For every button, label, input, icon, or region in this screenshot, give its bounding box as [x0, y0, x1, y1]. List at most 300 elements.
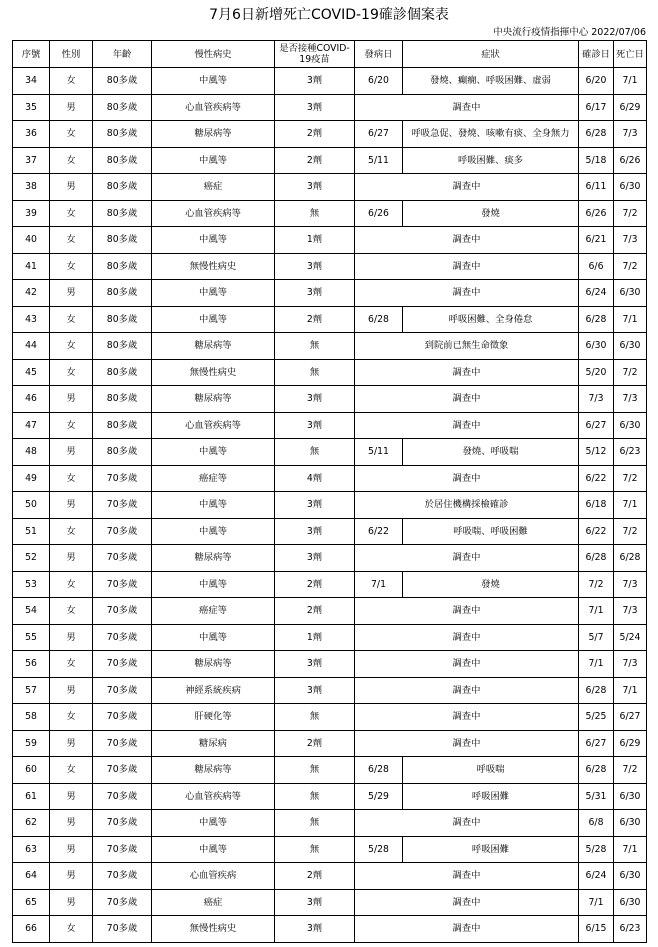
cell-vaccine: 3劑 — [275, 253, 355, 280]
table-row — [13, 306, 647, 333]
cell-age: 80多歲 — [93, 200, 152, 227]
cell-sex: 男 — [50, 386, 93, 413]
cell-age: 80多歲 — [93, 227, 152, 254]
cell-age: 80多歲 — [93, 121, 152, 148]
cell-diagnosis-date: 5/18 — [579, 147, 614, 174]
cell-symptoms: 調查中 — [355, 94, 579, 121]
cell-symptoms: 調查中 — [355, 545, 579, 572]
cell-sex: 女 — [50, 200, 93, 227]
cell-seq: 60 — [13, 757, 50, 784]
table-row — [13, 333, 647, 360]
cell-age: 80多歲 — [93, 147, 152, 174]
cell-diagnosis-date: 6/28 — [579, 545, 614, 572]
header-onset: 發病日 — [355, 41, 403, 68]
cell-vaccine: 無 — [275, 783, 355, 810]
cell-vaccine: 2劑 — [275, 571, 355, 598]
cell-seq: 59 — [13, 730, 50, 757]
cell-vaccine: 無 — [275, 333, 355, 360]
cell-onset: 7/1 — [355, 571, 403, 598]
page-title: 7月6日新增死亡COVID-19確診個案表 — [209, 7, 449, 23]
cell-death-date: 6/30 — [614, 889, 647, 916]
cell-death-date: 7/3 — [614, 571, 647, 598]
cell-death-date: 6/23 — [614, 439, 647, 466]
cell-diagnosis-date: 5/28 — [579, 836, 614, 863]
cell-symptoms: 到院前已無生命徵象 — [355, 333, 579, 360]
table-row — [13, 545, 647, 572]
cell-age: 70多歲 — [93, 783, 152, 810]
cell-symptoms: 呼吸困難 — [403, 836, 579, 863]
table-row — [13, 200, 647, 227]
cell-chronic: 無慢性病史 — [152, 916, 275, 943]
cell-symptoms: 調查中 — [355, 677, 579, 704]
cell-age: 70多歲 — [93, 651, 152, 678]
cell-symptoms: 調查中 — [355, 598, 579, 625]
cell-chronic: 心血管疾病等 — [152, 94, 275, 121]
cell-onset: 5/11 — [355, 147, 403, 174]
cell-diagnosis-date: 6/17 — [579, 94, 614, 121]
cell-seq: 49 — [13, 465, 50, 492]
cell-vaccine: 無 — [275, 757, 355, 784]
cell-sex: 女 — [50, 412, 93, 439]
cell-vaccine: 1劑 — [275, 624, 355, 651]
cell-seq: 58 — [13, 704, 50, 731]
cell-symptoms: 呼吸困難、全身倦怠 — [403, 306, 579, 333]
cell-chronic: 癌症 — [152, 174, 275, 201]
cell-death-date: 6/29 — [614, 730, 647, 757]
table-row — [13, 147, 647, 174]
table-body — [13, 68, 647, 943]
cell-chronic: 糖尿病等 — [152, 757, 275, 784]
cell-chronic: 中風等 — [152, 306, 275, 333]
cell-vaccine: 3劑 — [275, 386, 355, 413]
cell-seq: 54 — [13, 598, 50, 625]
cell-vaccine: 無 — [275, 704, 355, 731]
cell-death-date: 6/29 — [614, 94, 647, 121]
cell-vaccine: 2劑 — [275, 863, 355, 890]
cell-symptoms: 發燒 — [403, 571, 579, 598]
cell-sex: 女 — [50, 68, 93, 95]
cell-sex: 男 — [50, 863, 93, 890]
cell-death-date: 7/1 — [614, 306, 647, 333]
cell-vaccine: 無 — [275, 810, 355, 837]
cell-sex: 女 — [50, 598, 93, 625]
cell-symptoms: 調查中 — [355, 465, 579, 492]
table-row — [13, 386, 647, 413]
cell-symptoms: 調查中 — [355, 174, 579, 201]
cell-vaccine: 3劑 — [275, 518, 355, 545]
cell-age: 70多歲 — [93, 571, 152, 598]
table-row — [13, 359, 647, 386]
cell-onset: 5/29 — [355, 783, 403, 810]
cell-age: 80多歲 — [93, 253, 152, 280]
cell-sex: 女 — [50, 121, 93, 148]
cell-diagnosis-date: 6/22 — [579, 465, 614, 492]
table-row — [13, 836, 647, 863]
header-diagnosis-date: 確診日 — [579, 41, 614, 68]
cell-chronic: 心血管疾病 — [152, 863, 275, 890]
table-row — [13, 121, 647, 148]
table-row — [13, 704, 647, 731]
cell-chronic: 糖尿病等 — [152, 651, 275, 678]
cell-age: 70多歲 — [93, 677, 152, 704]
cell-seq: 55 — [13, 624, 50, 651]
cell-diagnosis-date: 5/7 — [579, 624, 614, 651]
cell-symptoms: 調查中 — [355, 863, 579, 890]
cell-sex: 男 — [50, 810, 93, 837]
table-row — [13, 465, 647, 492]
cell-death-date: 7/3 — [614, 651, 647, 678]
cell-chronic: 中風等 — [152, 227, 275, 254]
cell-sex: 女 — [50, 227, 93, 254]
cell-death-date: 7/2 — [614, 359, 647, 386]
cell-death-date: 7/1 — [614, 68, 647, 95]
cell-vaccine: 3劑 — [275, 492, 355, 519]
table-row — [13, 783, 647, 810]
cell-chronic: 癌症 — [152, 889, 275, 916]
cell-chronic: 中風等 — [152, 439, 275, 466]
cell-chronic: 中風等 — [152, 571, 275, 598]
table-row — [13, 810, 647, 837]
cell-vaccine: 3劑 — [275, 677, 355, 704]
cell-sex: 女 — [50, 704, 93, 731]
cell-death-date: 7/3 — [614, 598, 647, 625]
cell-symptoms: 調查中 — [355, 386, 579, 413]
cell-chronic: 心血管疾病等 — [152, 200, 275, 227]
cell-seq: 41 — [13, 253, 50, 280]
cell-age: 70多歲 — [93, 757, 152, 784]
table-row — [13, 280, 647, 307]
cell-age: 70多歲 — [93, 465, 152, 492]
cell-symptoms: 調查中 — [355, 889, 579, 916]
cell-diagnosis-date: 6/27 — [579, 412, 614, 439]
cell-onset: 6/26 — [355, 200, 403, 227]
table-header-row — [13, 41, 647, 68]
cell-death-date: 6/30 — [614, 863, 647, 890]
cell-sex: 女 — [50, 333, 93, 360]
cell-diagnosis-date: 7/1 — [579, 598, 614, 625]
cell-chronic: 心血管疾病等 — [152, 783, 275, 810]
cell-vaccine: 3劑 — [275, 545, 355, 572]
cell-symptoms: 發燒、呼吸喘 — [403, 439, 579, 466]
cell-diagnosis-date: 6/6 — [579, 253, 614, 280]
cell-age: 80多歲 — [93, 306, 152, 333]
cell-seq: 56 — [13, 651, 50, 678]
cell-seq: 61 — [13, 783, 50, 810]
cell-diagnosis-date: 6/11 — [579, 174, 614, 201]
cell-chronic: 肝硬化等 — [152, 704, 275, 731]
cell-chronic: 中風等 — [152, 810, 275, 837]
cell-death-date: 7/1 — [614, 836, 647, 863]
cell-seq: 65 — [13, 889, 50, 916]
cell-seq: 51 — [13, 518, 50, 545]
cell-chronic: 中風等 — [152, 147, 275, 174]
table-row — [13, 174, 647, 201]
cell-sex: 男 — [50, 730, 93, 757]
cell-chronic: 中風等 — [152, 280, 275, 307]
cell-age: 70多歲 — [93, 889, 152, 916]
cell-vaccine: 4劑 — [275, 465, 355, 492]
cell-diagnosis-date: 6/28 — [579, 757, 614, 784]
cell-onset: 5/11 — [355, 439, 403, 466]
cell-death-date: 7/1 — [614, 677, 647, 704]
cell-age: 70多歲 — [93, 598, 152, 625]
cell-death-date: 7/3 — [614, 227, 647, 254]
cell-death-date: 6/26 — [614, 147, 647, 174]
cell-sex: 女 — [50, 518, 93, 545]
cell-vaccine: 3劑 — [275, 651, 355, 678]
cell-diagnosis-date: 6/21 — [579, 227, 614, 254]
cell-seq: 42 — [13, 280, 50, 307]
cell-sex: 女 — [50, 465, 93, 492]
cell-age: 80多歲 — [93, 280, 152, 307]
cell-seq: 63 — [13, 836, 50, 863]
cell-seq: 39 — [13, 200, 50, 227]
cell-vaccine: 1劑 — [275, 227, 355, 254]
cell-chronic: 癌症等 — [152, 598, 275, 625]
cell-chronic: 糖尿病等 — [152, 333, 275, 360]
header-symptoms: 症狀 — [403, 41, 579, 68]
table-row — [13, 863, 647, 890]
cell-seq: 34 — [13, 68, 50, 95]
cell-age: 70多歲 — [93, 492, 152, 519]
cell-symptoms: 調查中 — [355, 624, 579, 651]
cell-death-date: 6/30 — [614, 333, 647, 360]
cell-sex: 男 — [50, 677, 93, 704]
cell-vaccine: 3劑 — [275, 174, 355, 201]
table-row — [13, 518, 647, 545]
cell-age: 80多歲 — [93, 94, 152, 121]
cell-symptoms: 呼吸困難 — [403, 783, 579, 810]
cell-sex: 男 — [50, 836, 93, 863]
cell-age: 80多歲 — [93, 68, 152, 95]
cell-age: 70多歲 — [93, 545, 152, 572]
cell-seq: 53 — [13, 571, 50, 598]
cell-diagnosis-date: 7/1 — [579, 651, 614, 678]
cell-diagnosis-date: 6/15 — [579, 916, 614, 943]
cell-sex: 女 — [50, 916, 93, 943]
cell-onset: 6/20 — [355, 68, 403, 95]
cell-chronic: 糖尿病等 — [152, 121, 275, 148]
cell-vaccine: 無 — [275, 200, 355, 227]
cell-chronic: 中風等 — [152, 624, 275, 651]
cell-death-date: 7/2 — [614, 465, 647, 492]
cell-age: 70多歲 — [93, 863, 152, 890]
cell-chronic: 中風等 — [152, 836, 275, 863]
cell-vaccine: 無 — [275, 359, 355, 386]
cell-onset: 6/22 — [355, 518, 403, 545]
cell-death-date: 6/27 — [614, 704, 647, 731]
cell-sex: 男 — [50, 94, 93, 121]
cell-symptoms: 於居住機構採檢確診 — [355, 492, 579, 519]
cell-seq: 48 — [13, 439, 50, 466]
cell-symptoms: 呼吸困難、痰多 — [403, 147, 579, 174]
cell-seq: 40 — [13, 227, 50, 254]
cell-sex: 男 — [50, 624, 93, 651]
cell-death-date: 7/2 — [614, 253, 647, 280]
cell-symptoms: 發燒、癲癇、呼吸困難、虛弱 — [403, 68, 579, 95]
table-row — [13, 889, 647, 916]
table-row — [13, 624, 647, 651]
cell-seq: 43 — [13, 306, 50, 333]
cell-age: 80多歲 — [93, 439, 152, 466]
cell-onset: 6/28 — [355, 306, 403, 333]
table-row — [13, 651, 647, 678]
cell-seq: 35 — [13, 94, 50, 121]
cell-diagnosis-date: 6/24 — [579, 863, 614, 890]
cell-age: 80多歲 — [93, 412, 152, 439]
cell-vaccine: 2劑 — [275, 598, 355, 625]
cell-diagnosis-date: 5/20 — [579, 359, 614, 386]
cell-chronic: 無慢性病史 — [152, 359, 275, 386]
cell-age: 70多歲 — [93, 836, 152, 863]
table-row — [13, 492, 647, 519]
case-table — [12, 40, 647, 943]
cell-age: 70多歲 — [93, 810, 152, 837]
cell-onset: 5/28 — [355, 836, 403, 863]
cell-sex: 男 — [50, 545, 93, 572]
table-row — [13, 916, 647, 943]
cell-sex: 女 — [50, 571, 93, 598]
cell-sex: 男 — [50, 280, 93, 307]
cell-diagnosis-date: 6/28 — [579, 677, 614, 704]
cell-death-date: 7/3 — [614, 121, 647, 148]
header-death-date: 死亡日 — [614, 41, 647, 68]
header-seq: 序號 — [13, 41, 50, 68]
cell-vaccine: 3劑 — [275, 412, 355, 439]
cell-symptoms: 呼吸喘、呼吸困難 — [403, 518, 579, 545]
cell-death-date: 6/30 — [614, 412, 647, 439]
cell-chronic: 中風等 — [152, 492, 275, 519]
source-and-date: 中央流行疫情指揮中心 2022/07/06 — [493, 27, 646, 38]
cell-seq: 47 — [13, 412, 50, 439]
cell-age: 70多歲 — [93, 730, 152, 757]
cell-chronic: 神經系統疾病 — [152, 677, 275, 704]
cell-symptoms: 調查中 — [355, 704, 579, 731]
cell-diagnosis-date: 6/8 — [579, 810, 614, 837]
cell-symptoms: 調查中 — [355, 810, 579, 837]
cell-diagnosis-date: 5/25 — [579, 704, 614, 731]
cell-age: 70多歲 — [93, 704, 152, 731]
cell-vaccine: 2劑 — [275, 730, 355, 757]
header-age: 年齡 — [93, 41, 152, 68]
cell-death-date: 5/24 — [614, 624, 647, 651]
cell-seq: 66 — [13, 916, 50, 943]
cell-symptoms: 呼吸喘 — [403, 757, 579, 784]
table-row — [13, 598, 647, 625]
cell-diagnosis-date: 6/27 — [579, 730, 614, 757]
cell-vaccine: 無 — [275, 836, 355, 863]
header-sex: 性別 — [50, 41, 93, 68]
cell-age: 80多歲 — [93, 333, 152, 360]
table-row — [13, 227, 647, 254]
cell-diagnosis-date: 6/28 — [579, 306, 614, 333]
cell-chronic: 中風等 — [152, 518, 275, 545]
cell-age: 70多歲 — [93, 624, 152, 651]
cell-vaccine: 無 — [275, 439, 355, 466]
cell-diagnosis-date: 6/22 — [579, 518, 614, 545]
cell-death-date: 7/2 — [614, 757, 647, 784]
table-row — [13, 730, 647, 757]
cell-seq: 62 — [13, 810, 50, 837]
cell-chronic: 心血管疾病等 — [152, 412, 275, 439]
cell-seq: 64 — [13, 863, 50, 890]
cell-symptoms: 調查中 — [355, 412, 579, 439]
cell-sex: 女 — [50, 757, 93, 784]
cell-death-date: 6/30 — [614, 810, 647, 837]
cell-death-date: 7/1 — [614, 492, 647, 519]
cell-death-date: 7/3 — [614, 386, 647, 413]
cell-diagnosis-date: 6/18 — [579, 492, 614, 519]
table-row — [13, 412, 647, 439]
cell-sex: 女 — [50, 253, 93, 280]
cell-sex: 女 — [50, 651, 93, 678]
cell-sex: 男 — [50, 783, 93, 810]
cell-sex: 女 — [50, 359, 93, 386]
cell-chronic: 糖尿病等 — [152, 386, 275, 413]
cell-chronic: 中風等 — [152, 68, 275, 95]
cell-vaccine: 3劑 — [275, 94, 355, 121]
cell-vaccine: 2劑 — [275, 306, 355, 333]
cell-age: 80多歲 — [93, 174, 152, 201]
cell-seq: 44 — [13, 333, 50, 360]
cell-death-date: 6/30 — [614, 280, 647, 307]
cell-symptoms: 調查中 — [355, 730, 579, 757]
cell-vaccine: 3劑 — [275, 68, 355, 95]
table-row — [13, 571, 647, 598]
table-row — [13, 68, 647, 95]
cell-onset: 6/27 — [355, 121, 403, 148]
cell-diagnosis-date: 7/3 — [579, 386, 614, 413]
cell-chronic: 無慢性病史 — [152, 253, 275, 280]
cell-age: 70多歲 — [93, 916, 152, 943]
cell-seq: 52 — [13, 545, 50, 572]
cell-symptoms: 調查中 — [355, 253, 579, 280]
cell-diagnosis-date: 6/24 — [579, 280, 614, 307]
cell-symptoms: 發燒 — [403, 200, 579, 227]
cell-death-date: 7/2 — [614, 200, 647, 227]
cell-age: 80多歲 — [93, 386, 152, 413]
cell-diagnosis-date: 6/26 — [579, 200, 614, 227]
cell-seq: 36 — [13, 121, 50, 148]
table-row — [13, 439, 647, 466]
cell-chronic: 糖尿病等 — [152, 545, 275, 572]
cell-vaccine: 2劑 — [275, 121, 355, 148]
cell-symptoms: 呼吸急促、發燒、咳嗽有痰、全身無力 — [403, 121, 579, 148]
cell-diagnosis-date: 5/31 — [579, 783, 614, 810]
cell-death-date: 6/30 — [614, 174, 647, 201]
cell-chronic: 癌症等 — [152, 465, 275, 492]
cell-onset: 6/28 — [355, 757, 403, 784]
cell-sex: 男 — [50, 889, 93, 916]
cell-symptoms: 調查中 — [355, 359, 579, 386]
cell-chronic: 糖尿病 — [152, 730, 275, 757]
cell-seq: 57 — [13, 677, 50, 704]
cell-death-date: 6/28 — [614, 545, 647, 572]
cell-death-date: 6/30 — [614, 783, 647, 810]
header-vaccine: 是否接種COVID-19疫苗 — [275, 41, 355, 68]
cell-symptoms: 調查中 — [355, 916, 579, 943]
cell-seq: 45 — [13, 359, 50, 386]
cell-symptoms: 調查中 — [355, 651, 579, 678]
cell-sex: 男 — [50, 439, 93, 466]
cell-death-date: 6/23 — [614, 916, 647, 943]
cell-vaccine: 3劑 — [275, 889, 355, 916]
header-chronic: 慢性病史 — [152, 41, 275, 68]
cell-diagnosis-date: 7/1 — [579, 889, 614, 916]
cell-sex: 女 — [50, 306, 93, 333]
cell-vaccine: 3劑 — [275, 916, 355, 943]
cell-diagnosis-date: 6/20 — [579, 68, 614, 95]
